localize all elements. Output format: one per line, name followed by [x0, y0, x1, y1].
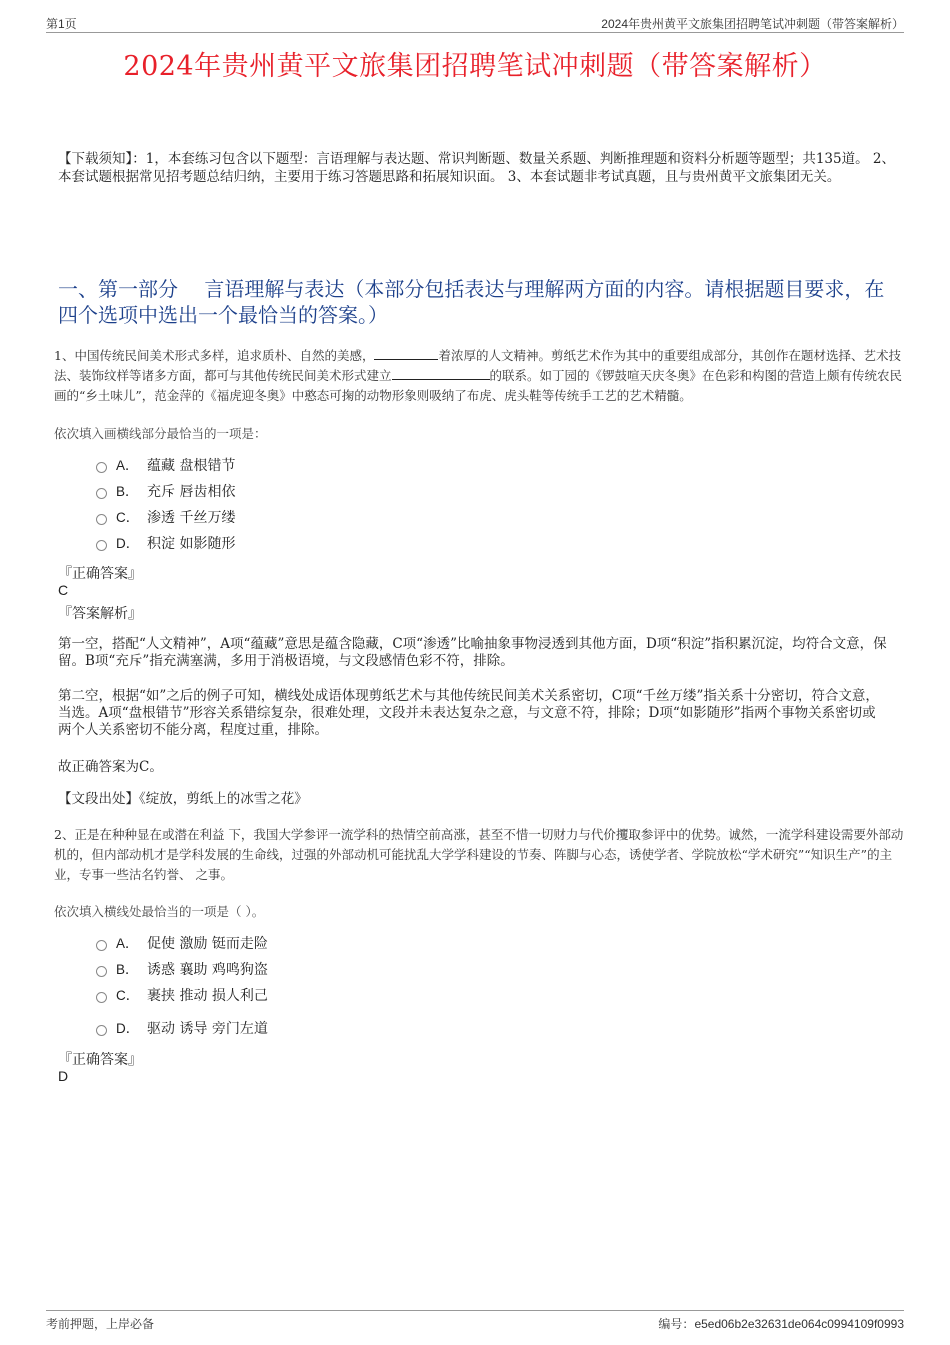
- q1-source: 【文段出处】《绽放，剪纸上的冰雪之花》: [58, 791, 308, 807]
- option-text: 渗透 千丝万缕: [147, 510, 236, 526]
- header-doc-title: 2024年贵州黄平文旅集团招聘笔试冲刺题（带答案解析）: [601, 17, 904, 31]
- question-2-prompt: 依次填入横线处最恰当的一项是（ ）。: [54, 904, 265, 919]
- footer-code-label: 编号：: [658, 1317, 695, 1331]
- option-letter: A．: [116, 936, 139, 951]
- option-text: 裹挟 推动 损人利己: [147, 988, 268, 1004]
- option-text: 驱动 诱导 旁门左道: [147, 1021, 268, 1037]
- option-letter: C．: [116, 988, 140, 1003]
- q1-answer-label: 『正确答案』: [58, 566, 142, 582]
- q1-analysis-label: 『答案解析』: [58, 606, 142, 622]
- radio-icon[interactable]: [96, 462, 107, 473]
- footer-slogan: 考前押题，上岸必备: [46, 1317, 155, 1331]
- q2-option-a[interactable]: [96, 934, 268, 954]
- radio-icon[interactable]: [96, 940, 107, 951]
- q2-answer-label: 『正确答案』: [58, 1052, 142, 1068]
- question-1-text-part-b: 着浓厚的人文精神。剪纸艺术作为其中的重要组成部分，其创作在题材选择、艺术技法、装饰纹样等诸多方面，都可与其他传统民间美术形式建立: [54, 348, 901, 383]
- q1-option-a[interactable]: [96, 456, 235, 476]
- question-2-text: 2、正是在种种显在或潜在利益 下，我国大学参评一流学科的热情空前高涨，甚至不惜一切财力与代价攫取参评中的优势。诚然，一流学科建设需要外部动机的，但内部动机才是学科发展的生命线，过强的外部动机可能扰乱大学学科建设的节奏、阵脚与心态，诱使学者、学院放松“学术研究”“知识生产”的主业，专事一些沽名钓誉、 之事。: [54, 827, 904, 882]
- q1-option-b[interactable]: [96, 482, 235, 502]
- q1-conclusion: 故正确答案为C。: [58, 759, 163, 775]
- page-number: 第1页: [46, 17, 77, 31]
- fill-blank-1: [374, 347, 438, 360]
- radio-icon[interactable]: [96, 488, 107, 499]
- q2-answer: D: [58, 1068, 69, 1084]
- option-text: 积淀 如影随形: [147, 536, 236, 552]
- section-title: 一、第一部分 言语理解与表达（本部分包括表达与理解两方面的内容。请根据题目要求，在四个选项中选出一个最恰当的答案。）: [58, 277, 885, 327]
- question-1-text: [54, 346, 904, 406]
- option-text: 诱惑 襄助 鸡鸣狗盗: [147, 962, 268, 978]
- question-1-text-part-a: 1、中国传统民间美术形式多样，追求质朴、自然的美感，: [54, 348, 375, 363]
- option-letter: B．: [116, 962, 139, 977]
- option-letter: D．: [116, 536, 140, 551]
- q1-analysis-paragraph-2: 第二空，根据“如”之后的例子可知，横线处成语体现剪纸艺术与其他传统民间美术关系密切，C项“千丝万缕”指关系十分密切，符合文意，当选。A项“盘根错节”形容关系错综复杂，很难处理，文段并未表达复杂之意，与文意不符，排除；D项“如影随形”指两个事物关系密切或两个人关系密切不能分离，程度过重，排除。: [58, 688, 879, 738]
- radio-icon[interactable]: [96, 992, 107, 1003]
- q1-analysis-paragraph-1: 第一空，搭配“人文精神”，A项“蕴藏”意思是蕴含隐藏，C项“渗透”比喻抽象事物浸透到其他方面，D项“积淀”指积累沉淀，均符合文意，保留。B项“充斥”指充满塞满，多用于消极语境，与文段感情色彩不符，排除。: [58, 636, 887, 669]
- footer-code: [658, 1315, 904, 1332]
- option-letter: B．: [116, 484, 139, 499]
- q1-option-d[interactable]: [96, 534, 235, 554]
- q2-option-d[interactable]: [96, 1019, 268, 1039]
- q2-option-b[interactable]: [96, 960, 268, 980]
- option-text: 蕴藏 盘根错节: [147, 458, 236, 474]
- radio-icon[interactable]: [96, 1025, 107, 1036]
- document-title: 2024年贵州黄平文旅集团招聘笔试冲刺题（带答案解析）: [123, 51, 827, 82]
- radio-icon[interactable]: [96, 966, 107, 977]
- page-header: [46, 14, 904, 33]
- question-1-prompt: 依次填入画横线部分最恰当的一项是：: [54, 426, 267, 441]
- footer-code-value: e5ed06b2e32631de064c0994109f0993: [694, 1317, 904, 1331]
- page-footer: [46, 1310, 904, 1333]
- option-letter: D．: [116, 1021, 140, 1036]
- q1-option-c[interactable]: [96, 508, 235, 528]
- option-letter: C．: [116, 510, 140, 525]
- option-text: 充斥 唇齿相依: [147, 484, 236, 500]
- radio-icon[interactable]: [96, 514, 107, 525]
- fill-blank-2: [392, 367, 490, 380]
- download-notice: 【下载须知】：1，本套练习包含以下题型：言语理解与表达题、常识判断题、数量关系题、判断推理题和资料分析题等题型；共135道。 2、本套试题根据常见招考题总结归纳，主要用于练习答题思路和拓展知识面。 3、本套试题非考试真题，且与贵州黄平文旅集团无关。: [58, 151, 895, 185]
- radio-icon[interactable]: [96, 540, 107, 551]
- q2-option-c[interactable]: [96, 986, 268, 1006]
- option-letter: A．: [116, 458, 139, 473]
- question-1-text-part-c: 的联系。如丁园的《锣鼓喧天庆冬奥》在色彩和构图的营造上颇有传统农民画的“乡土味儿”，范金萍的《福虎迎冬奥》中憨态可掬的动物形象则吸纳了布虎、虎头鞋等传统手工艺的艺术精髓。: [54, 368, 903, 403]
- q1-answer: C: [58, 582, 69, 598]
- option-text: 促使 激励 铤而走险: [147, 936, 268, 952]
